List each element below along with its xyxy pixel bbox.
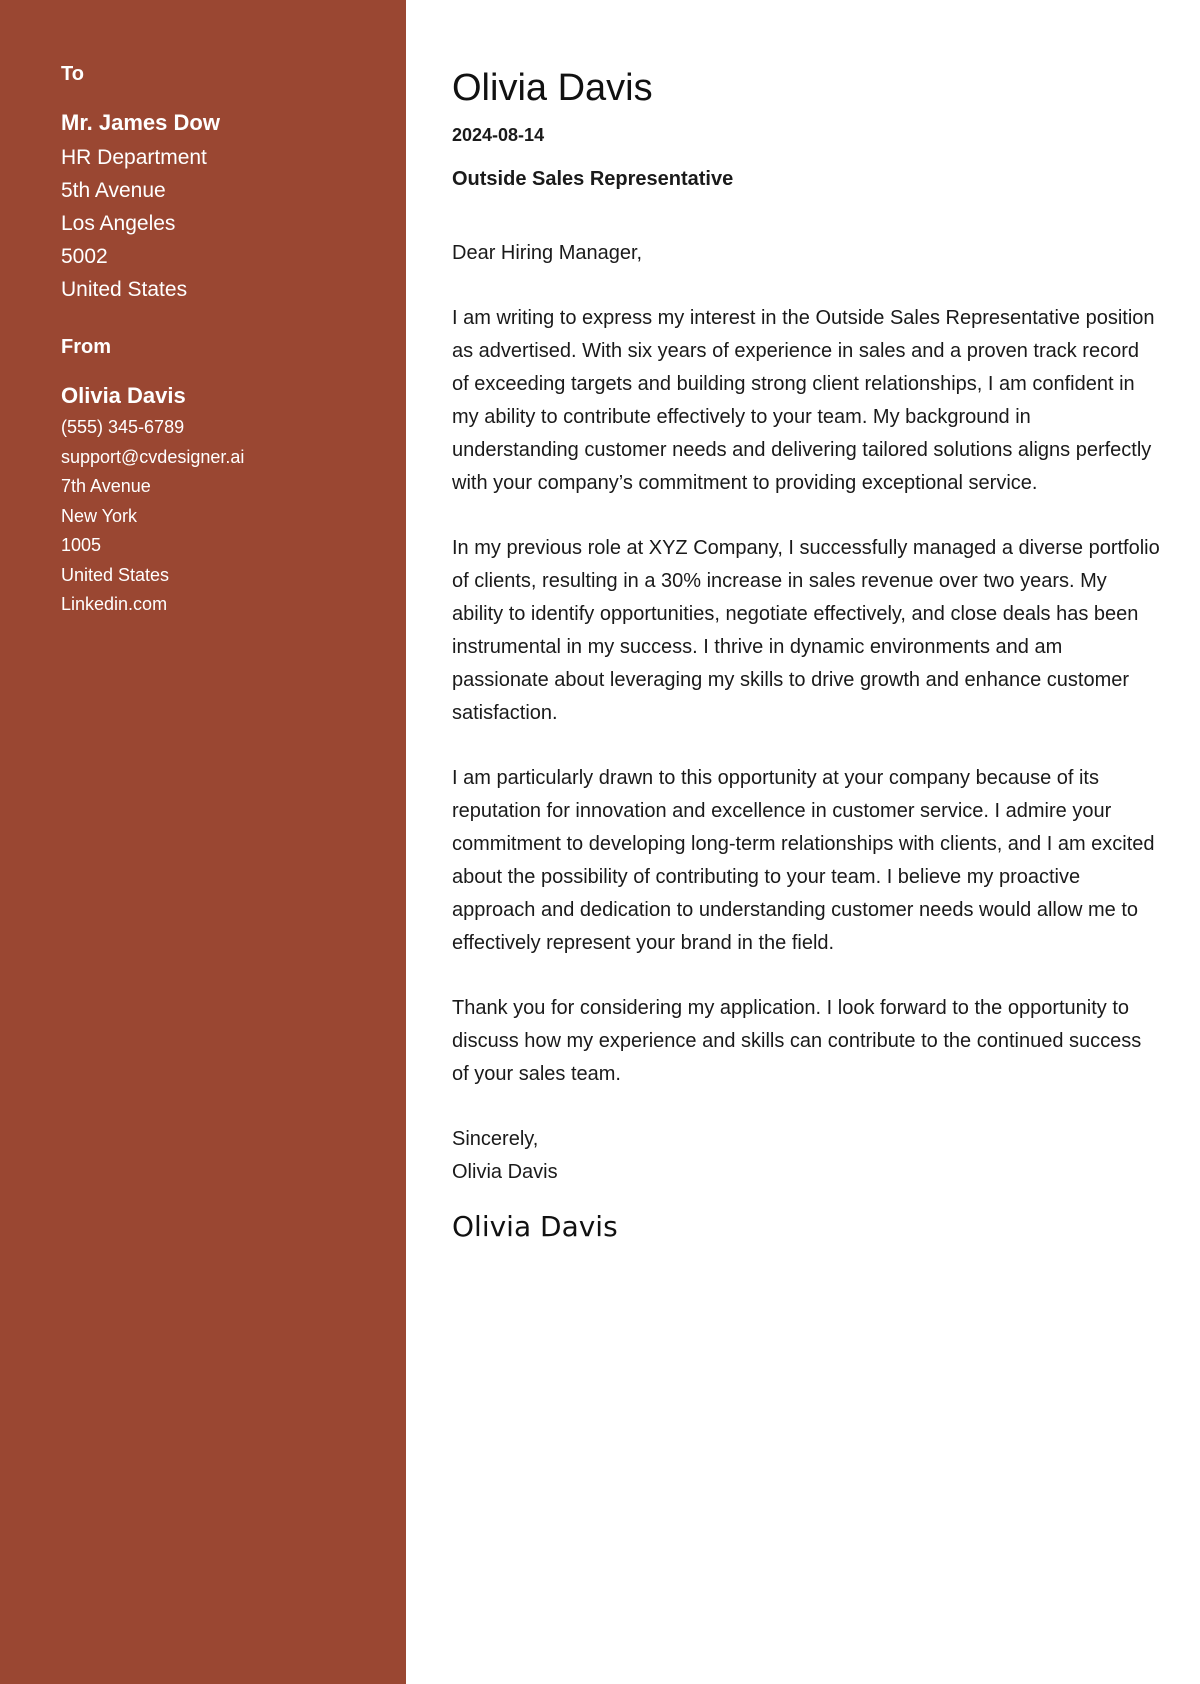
letter-job-title: Outside Sales Representative xyxy=(452,168,734,190)
recipient-department: HR Department xyxy=(61,146,207,169)
letter-greeting: Dear Hiring Manager, xyxy=(452,242,643,264)
sender-heading: From xyxy=(61,336,111,358)
recipient-section xyxy=(61,60,406,306)
recipient-city: Los Angeles xyxy=(61,212,176,235)
recipient-country: United States xyxy=(61,278,188,301)
sender-section xyxy=(61,333,406,620)
letter-paragraph: I am particularly drawn to this opportunity at your company because of its reputation for innovation and excellence in customer service. I admire your commitment to developing long-term relationships with clients, and I am excited about the possibility of contributing to your team. I believe my proactive approach and dedication to understanding customer needs would allow me to effectively represent your brand in the field. xyxy=(452,767,1155,954)
sender-street: 7th Avenue xyxy=(61,476,151,496)
sender-postal: 1005 xyxy=(61,535,102,555)
letter-author-name: Olivia Davis xyxy=(452,67,653,109)
sender-country: United States xyxy=(61,564,170,585)
letter-date: 2024-08-14 xyxy=(452,125,545,145)
sender-linkedin[interactable]: Linkedin.com xyxy=(61,594,168,614)
recipient-name: Mr. James Dow xyxy=(61,110,220,135)
closing-name: Olivia Davis xyxy=(452,1161,558,1183)
letter-paragraph: I am writing to express my interest in the Outside Sales Representative position as advertised. With six years of experience in sales and a proven track record of exceeding targets and building strong client relationships, I am confident in my ability to contribute effectively to your team. My background in understanding customer needs and delivering tailored solutions aligns perfectly with your company’s commitment to providing exceptional service. xyxy=(452,307,1155,494)
recipient-postal: 5002 xyxy=(61,245,108,268)
sender-name: Olivia Davis xyxy=(61,383,186,408)
letter-paragraph: In my previous role at XYZ Company, I successfully managed a diverse portfolio of clients, resulting in a 30% increase in sales revenue over two years. My ability to identify opportunities, negotiate effectively, and close deals has been instrumental in my success. I thrive in dynamic environments and am passionate about leveraging my skills to drive growth and enhance customer satisfaction. xyxy=(452,537,1160,724)
contact-sidebar xyxy=(0,0,406,1684)
closing-salutation: Sincerely, xyxy=(452,1128,539,1150)
letter-body xyxy=(406,0,1200,1684)
recipient-heading: To xyxy=(61,63,84,85)
handwritten-signature: Olivia Davis xyxy=(452,1210,618,1243)
sender-city: New York xyxy=(61,505,138,526)
recipient-street: 5th Avenue xyxy=(61,179,166,202)
letter-paragraph: Thank you for considering my application. I look forward to the opportunity to discuss how my experience and skills can contribute to the continued success of your sales team. xyxy=(452,997,1142,1085)
sender-email[interactable]: support@cvdesigner.ai xyxy=(61,446,245,467)
letter-closing xyxy=(452,1123,1160,1189)
sender-phone: (555) 345-6789 xyxy=(61,417,185,437)
